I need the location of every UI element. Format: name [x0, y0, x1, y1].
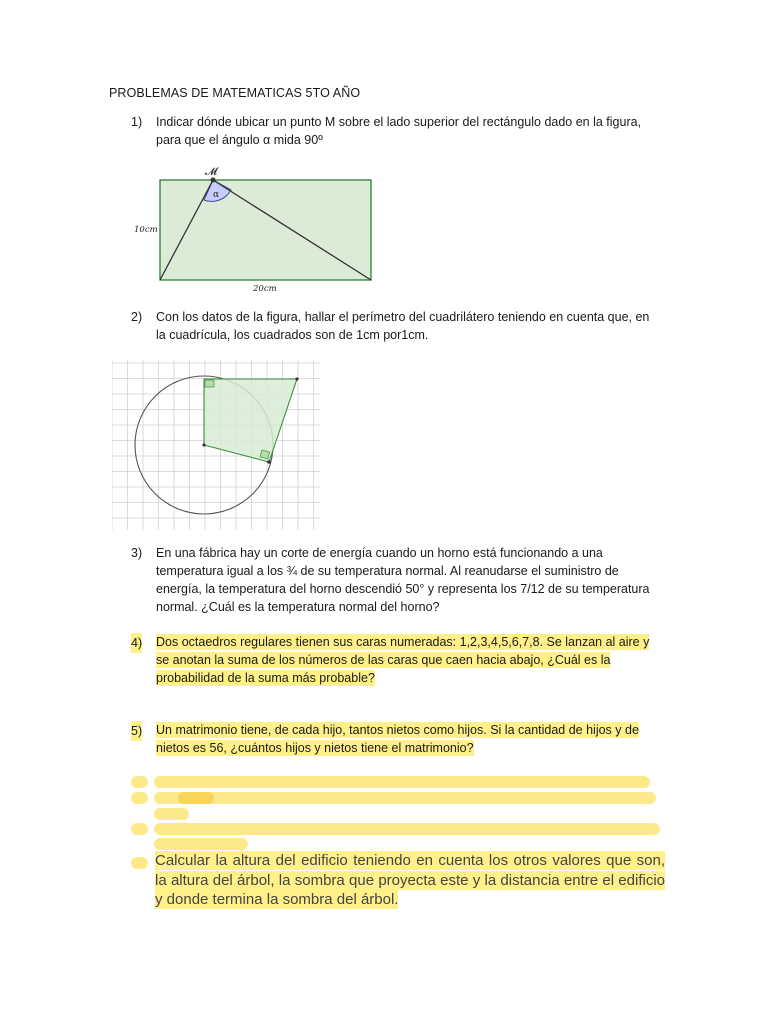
problem-6-bullet — [131, 857, 148, 869]
problem-text: Con los datos de la figura, hallar el perímetro del cuadrilátero teniendo en cuenta que, en la cuadrícula, los cuadrados son de 1cm por1cm. — [156, 310, 650, 342]
problem-text: En una fábrica hay un corte de energía cuando un horno está funcionando a una temperatura igual a los ¾ de su temperatura normal. Al reanudarse el suministro de energía, la temperatura del horno descendió 50° y representa los 7/12 de su temperatura normal. ¿Cuál es la temperatura normal del horno? — [156, 546, 650, 614]
problem-number: 3) — [131, 546, 143, 560]
problem-text: Indicar dónde ubicar un punto M sobre el lado superior del rectángulo dado en la figura, para que el ángulo α mida 90º — [156, 115, 642, 147]
redacted-line — [154, 776, 650, 788]
corner-point — [295, 377, 298, 380]
problem-number: 1) — [131, 115, 143, 129]
center-point — [202, 443, 205, 446]
point-m — [211, 178, 216, 183]
redacted-bullet — [131, 776, 148, 788]
problem-text: Dos octaedros regulares tienen sus caras numeradas: 1,2,3,4,5,6,7,8. Se lanzan al aire y se anotan la suma de los números de las caras que caen hacia abajo, ¿Cuál es la probabilidad de la suma más probable? — [156, 635, 650, 685]
point-m-label: 𝓜 — [205, 165, 218, 178]
grid-figure — [112, 360, 320, 530]
height-label: 10cm — [134, 225, 158, 235]
problem-6-text: Calcular la altura del edificio teniendo en cuenta los otros valores que son, la altura del árbol, la sombra que proyecta este y la distancia entre el edificio y donde termina la sombra del árbol. — [155, 852, 665, 908]
problem-6-text-wrapper — [155, 851, 665, 910]
angle-label: α — [213, 190, 220, 200]
redacted-line — [154, 823, 660, 835]
redacted-bullet — [131, 792, 148, 804]
tangent-point — [267, 460, 271, 464]
problem-number: 5) — [131, 721, 142, 741]
rectangle-figure — [125, 160, 385, 300]
width-label: 20cm — [253, 284, 277, 294]
redacted-line — [154, 808, 189, 820]
problem-number: 4) — [131, 633, 142, 653]
problem-text-wrapper — [156, 633, 661, 687]
redacted-mark — [178, 792, 214, 804]
right-angle-mark-top — [205, 380, 214, 387]
quadrilateral — [204, 379, 297, 462]
page-title: PROBLEMAS DE MATEMATICAS 5TO AÑO — [109, 86, 361, 100]
redacted-line — [154, 838, 248, 850]
problem-text-wrapper — [156, 721, 661, 757]
redacted-bullet — [131, 823, 148, 835]
problem-number: 2) — [131, 310, 143, 324]
rectangle — [160, 180, 371, 280]
redacted-line — [154, 792, 656, 804]
problem-text: Un matrimonio tiene, de cada hijo, tantos nietos como hijos. Si la cantidad de hijos y de nietos es 56, ¿cuántos hijos y nietos tiene el matrimonio? — [156, 723, 639, 755]
